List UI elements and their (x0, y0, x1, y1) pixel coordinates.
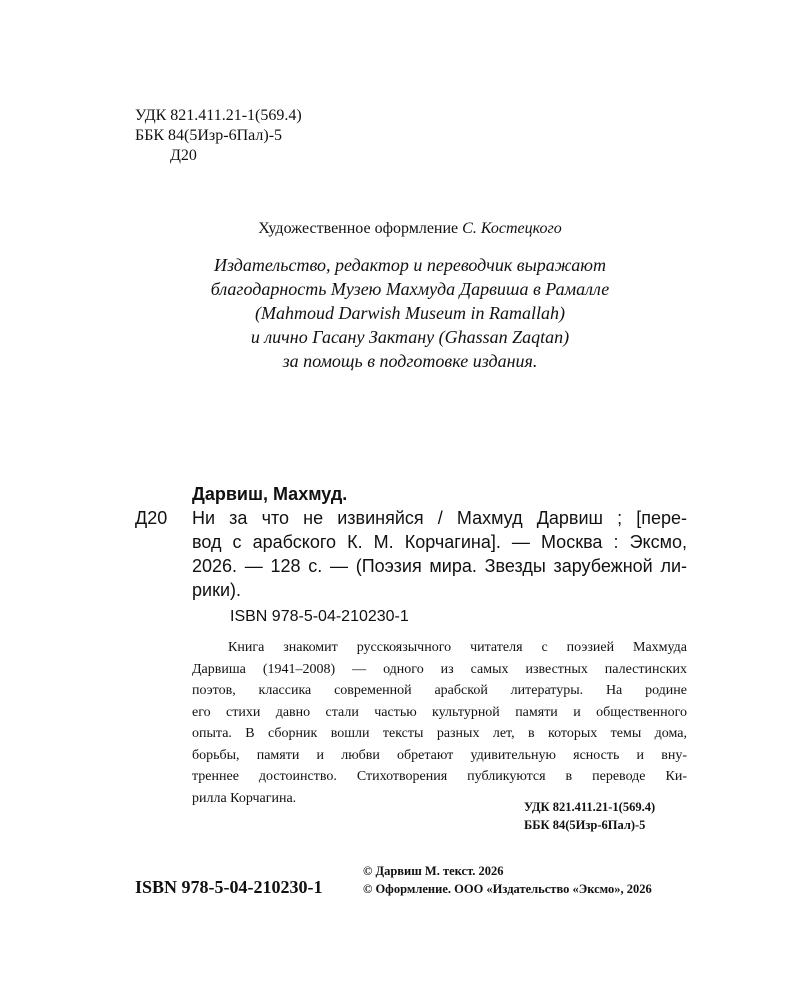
record-author-sign: Д20 (135, 508, 168, 528)
record-isbn: ISBN 978-5-04-210230-1 (230, 608, 409, 625)
udk-index-bottom: УДК 821.411.21-1(569.4) (524, 800, 656, 814)
acknowledgement-line: и лично Гасану Зактану (Ghassan Zaqtan) (250, 327, 570, 347)
acknowledgement-line: Издательство, редактор и переводчик выражают (214, 255, 606, 275)
annotation-line: треннее достоинство. Стихотворения публикуются в переводе Ки- (192, 769, 687, 784)
record-author: Дарвиш, Махмуд. (192, 484, 348, 504)
acknowledgement-line: благодарность Музею Махмуда Дарвиша в Рамалле (210, 279, 610, 299)
annotation (192, 637, 687, 809)
copyright-design: © Оформление. ООО «Издательство «Эксмо», 2026 (363, 882, 652, 896)
art-design-credit (0, 218, 800, 240)
annotation-line: рилла Корчагина. (192, 790, 297, 806)
bibliographic-line: рики). (192, 580, 241, 600)
bibliographic-description (192, 506, 687, 602)
copyright-text: © Дарвиш М. текст. 2026 (363, 864, 504, 878)
udk-index: УДК 821.411.21-1(569.4) (135, 107, 302, 124)
acknowledgement-block (0, 253, 800, 373)
art-design-label: Художественное оформление (258, 220, 459, 237)
acknowledgement-line: за помощь в подготовке издания. (282, 351, 538, 371)
author-sign: Д20 (170, 147, 197, 164)
bibliographic-line: вод с арабского К. М. Корчагина]. — Москва : Эксмо, (192, 532, 687, 552)
art-design-artist: С. Костецкого (462, 220, 562, 237)
acknowledgement-line: (Mahmoud Darwish Museum in Ramallah) (255, 303, 565, 323)
annotation-line: борьбы, памяти и любви обретают удивительную ясность и вну- (192, 747, 687, 763)
annotation-line: Книга знакомит русскоязычного читателя с поэзией Махмуда (228, 640, 687, 655)
annotation-line: Дарвиша (1941–2008) — одного из самых известных палестинских (192, 661, 687, 677)
bibliographic-line: 2026. — 128 с. — (Поэзия мира. Звезды зарубежной ли- (192, 556, 687, 576)
annotation-line: его стихи давно стали частью культурной памяти и общественного (192, 704, 687, 720)
bbk-index-bottom: ББК 84(5Изр-6Пал)-5 (524, 818, 646, 832)
isbn-footer: ISBN 978-5-04-210230-1 (135, 877, 323, 897)
annotation-line: поэтов, классика современной арабской литературы. На родине (192, 683, 687, 698)
annotation-line: опыта. В сборник вошли тексты разных лет, в которых темы дома, (192, 726, 687, 741)
bbk-index: ББК 84(5Изр-6Пал)-5 (135, 127, 283, 144)
bibliographic-line: Ни за что не извиняйся / Махмуд Дарвиш ; [пере- (192, 508, 687, 528)
